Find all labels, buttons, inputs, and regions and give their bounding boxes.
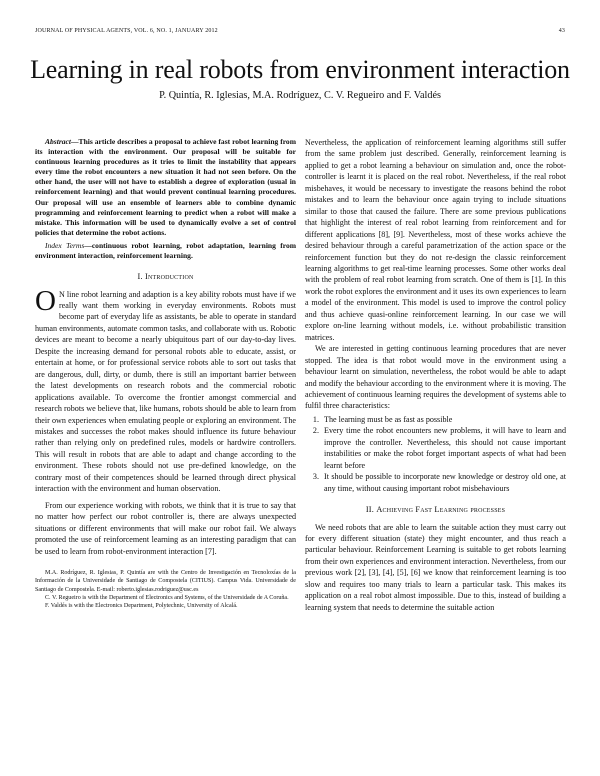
footnote-1: M.A. Rodríguez, R. Iglesias, P. Quintía are with the Centro de Investigación en Tecnoloxías de la Información de la Universidade de Santiago de Compostela (CITIUS). Campus Vida. Universidade de Santiago de Compostela. E-mail: roberto.iglesias.rodriguez@usc.es xyxy=(35,570,296,593)
criteria-item: 2. Every time the robot encounters new problems, it will have to learn and improve the controller. Nevertheless, this should not cause important instabilities or make the robot forget important aspects of what had been learnt before xyxy=(321,425,566,471)
index-terms xyxy=(35,241,296,261)
right-paragraph-1: Nevertheless, the application of reinforcement learning algorithms still suffer from the same problem just described. Generally, reinforcement learning is applied to get a robot learning a behaviour on simulation and, once the robot-controller is learnt it is placed on the real robot. Nevertheless, if the real robot misbehaves, it would be necessary to investigate the reasons behind the robot mistakes and to learn the behaviour once again trying to include situations similar to those that caused the failure. There are some previous publications that highlight the interest of real robot learning from reinforcement and for different applications [8], [9]. Nevertheless, most of these works achieve the desired behaviour through a careful parametrization of the action space or the reinforcement function but they do not re-design the classic reinforcement learning algorithms to get real-time learning processes. Some other works deal with the problem of real robot learning from scratch. One of them is [1]. In this work the robot explores the environment and it uses its own experiences to learn a model of the environment. This model is used to improve the control policy and thus achieve quasi-online reinforcement learning. In our case we will explore on-line learning without models, i.e. without probabilistic transition matrices. xyxy=(305,138,566,342)
section-number: I. xyxy=(137,272,143,282)
paper-title: Learning in real robots from environment interaction xyxy=(30,55,570,84)
index-terms-text: —continuous robot learning, robot adaptation, learning from environment interaction, reinforcement learning. xyxy=(35,240,297,261)
criteria-list xyxy=(305,414,566,494)
running-header xyxy=(35,28,565,34)
page-number: 43 xyxy=(558,28,565,34)
section-title: Introduction xyxy=(145,272,194,282)
index-terms-label: Index Terms xyxy=(45,240,85,250)
footnote-2: C. V. Regueiro is with the Department of Electronics and Systems, of the Universidade de A Coruña. xyxy=(45,594,289,601)
section-heading-introduction xyxy=(35,271,296,282)
intro-paragraph-2: From our experience working with robots, we think that it is true to say that no matter how perfect our robot controller is, there are always unexpected situations or different environments that will make our robot fail. We always promoted the use of reinforcement learning as an interesting paradigm that can be used to learn from robot-environment interaction [7]. xyxy=(35,500,296,556)
author-footnotes xyxy=(35,569,296,610)
intro-paragraph-1-text: N line robot learning and adaption is a key ability robots must have if we really want them working in everyday environments. Robots must become part of everyday life as assistants, be able to operate in standard human environments, automate common tasks, and collaborate with us. Robotic devices are meant to become a nearly ubiquitous part of our day-to-day lives. Despite the increasing demand for personal robots able to educate, assist, or entertain at home, or for professional service robots able to sort out tasks that are dangerous, dull, dirty, or dumb, there is still an important barrier between the latest developments on research robots and the commercial robotic applications available. To overcome the frontier amongst commercial and research robots we believe that, like humans, robots should be able to learn from their own experiences when emulating people or exploring an environment. The mistakes and successes the robot makes should influence its future behaviour rather than relying only on predefined rules, models or hardwire controllers. This will result in robots that are able to adapt and change according to the environment. These robots should not use pre-defined knowledge, on the contrary most of their competences should be learned through direct physical interaction with the environment and human observation. xyxy=(35,289,296,494)
section-number: II. xyxy=(365,505,375,515)
abstract-label: Abstract xyxy=(45,137,71,146)
criteria-item: 3. It should be possible to incorporate new knowledge or destroy old one, at any time, without causing important robot misbehaviours xyxy=(321,471,566,494)
footnote-3: F. Valdés is with the Electronics Department, Polytechnic, University of Alcalá. xyxy=(45,603,238,610)
journal-name: JOURNAL OF PHYSICAL AGENTS, VOL. 6, NO. 1, JANUARY 2012 xyxy=(35,28,218,34)
section2-paragraph-1: We need robots that are able to learn the suitable action they must carry out for every different situation (state) they might encounter, and thus reach a particular behaviour. Reinforcement Learning is suitable to get robots learning from their own experiences and environment interaction. Nevertheless, from our previous work [2], [3], [4], [5], [6] we know that reinforcement learning is too slow and requires too many trials to learn a particular task. This makes its application on a real robot almost impossible. Due to this, instead of building a learning system that needs to determine the suitable action xyxy=(305,522,566,612)
author-list: P. Quintía, R. Iglesias, M.A. Rodríguez, C. V. Regueiro and F. Valdés xyxy=(159,90,441,101)
criteria-item: 1. The learning must be as fast as possible xyxy=(321,414,566,425)
right-column xyxy=(305,137,566,613)
abstract-text: —This article describes a proposal to achieve fast robot learning from its interaction with the environment. Our proposal will be suitable for continuous learning procedures as it tries to limit the instability that appears every time the robot encounters a new situation it had not seen before. On the other hand, the user will not have to establish a degree of exploration (usual in reinforcement learning) and that would prevent continual learning procedures. Our proposal will use an ensemble of learners able to combine dynamic programming and reinforcement learning to predict when a robot will make a mistake. This information will be used to dynamically evolve a set of control policies that determine the robot actions. xyxy=(35,137,296,237)
abstract xyxy=(35,137,296,238)
left-column xyxy=(35,137,296,610)
right-paragraph-2: We are interested in getting continuous learning procedures that are never stopped. The idea is that robot would move in the environment using a behaviour learnt on simulation, nevertheless, the robot would be able to adapt and modify the behaviour according to the environment where it is moving. The achievement of continuous learning requires the development of systems able to fulfil three characteristics: xyxy=(305,344,566,411)
drop-cap: O xyxy=(35,284,56,317)
section-heading-fast-learning xyxy=(305,504,566,515)
intro-paragraph-1 xyxy=(35,284,296,495)
section-title: Achieving Fast Learning processes xyxy=(376,505,506,515)
